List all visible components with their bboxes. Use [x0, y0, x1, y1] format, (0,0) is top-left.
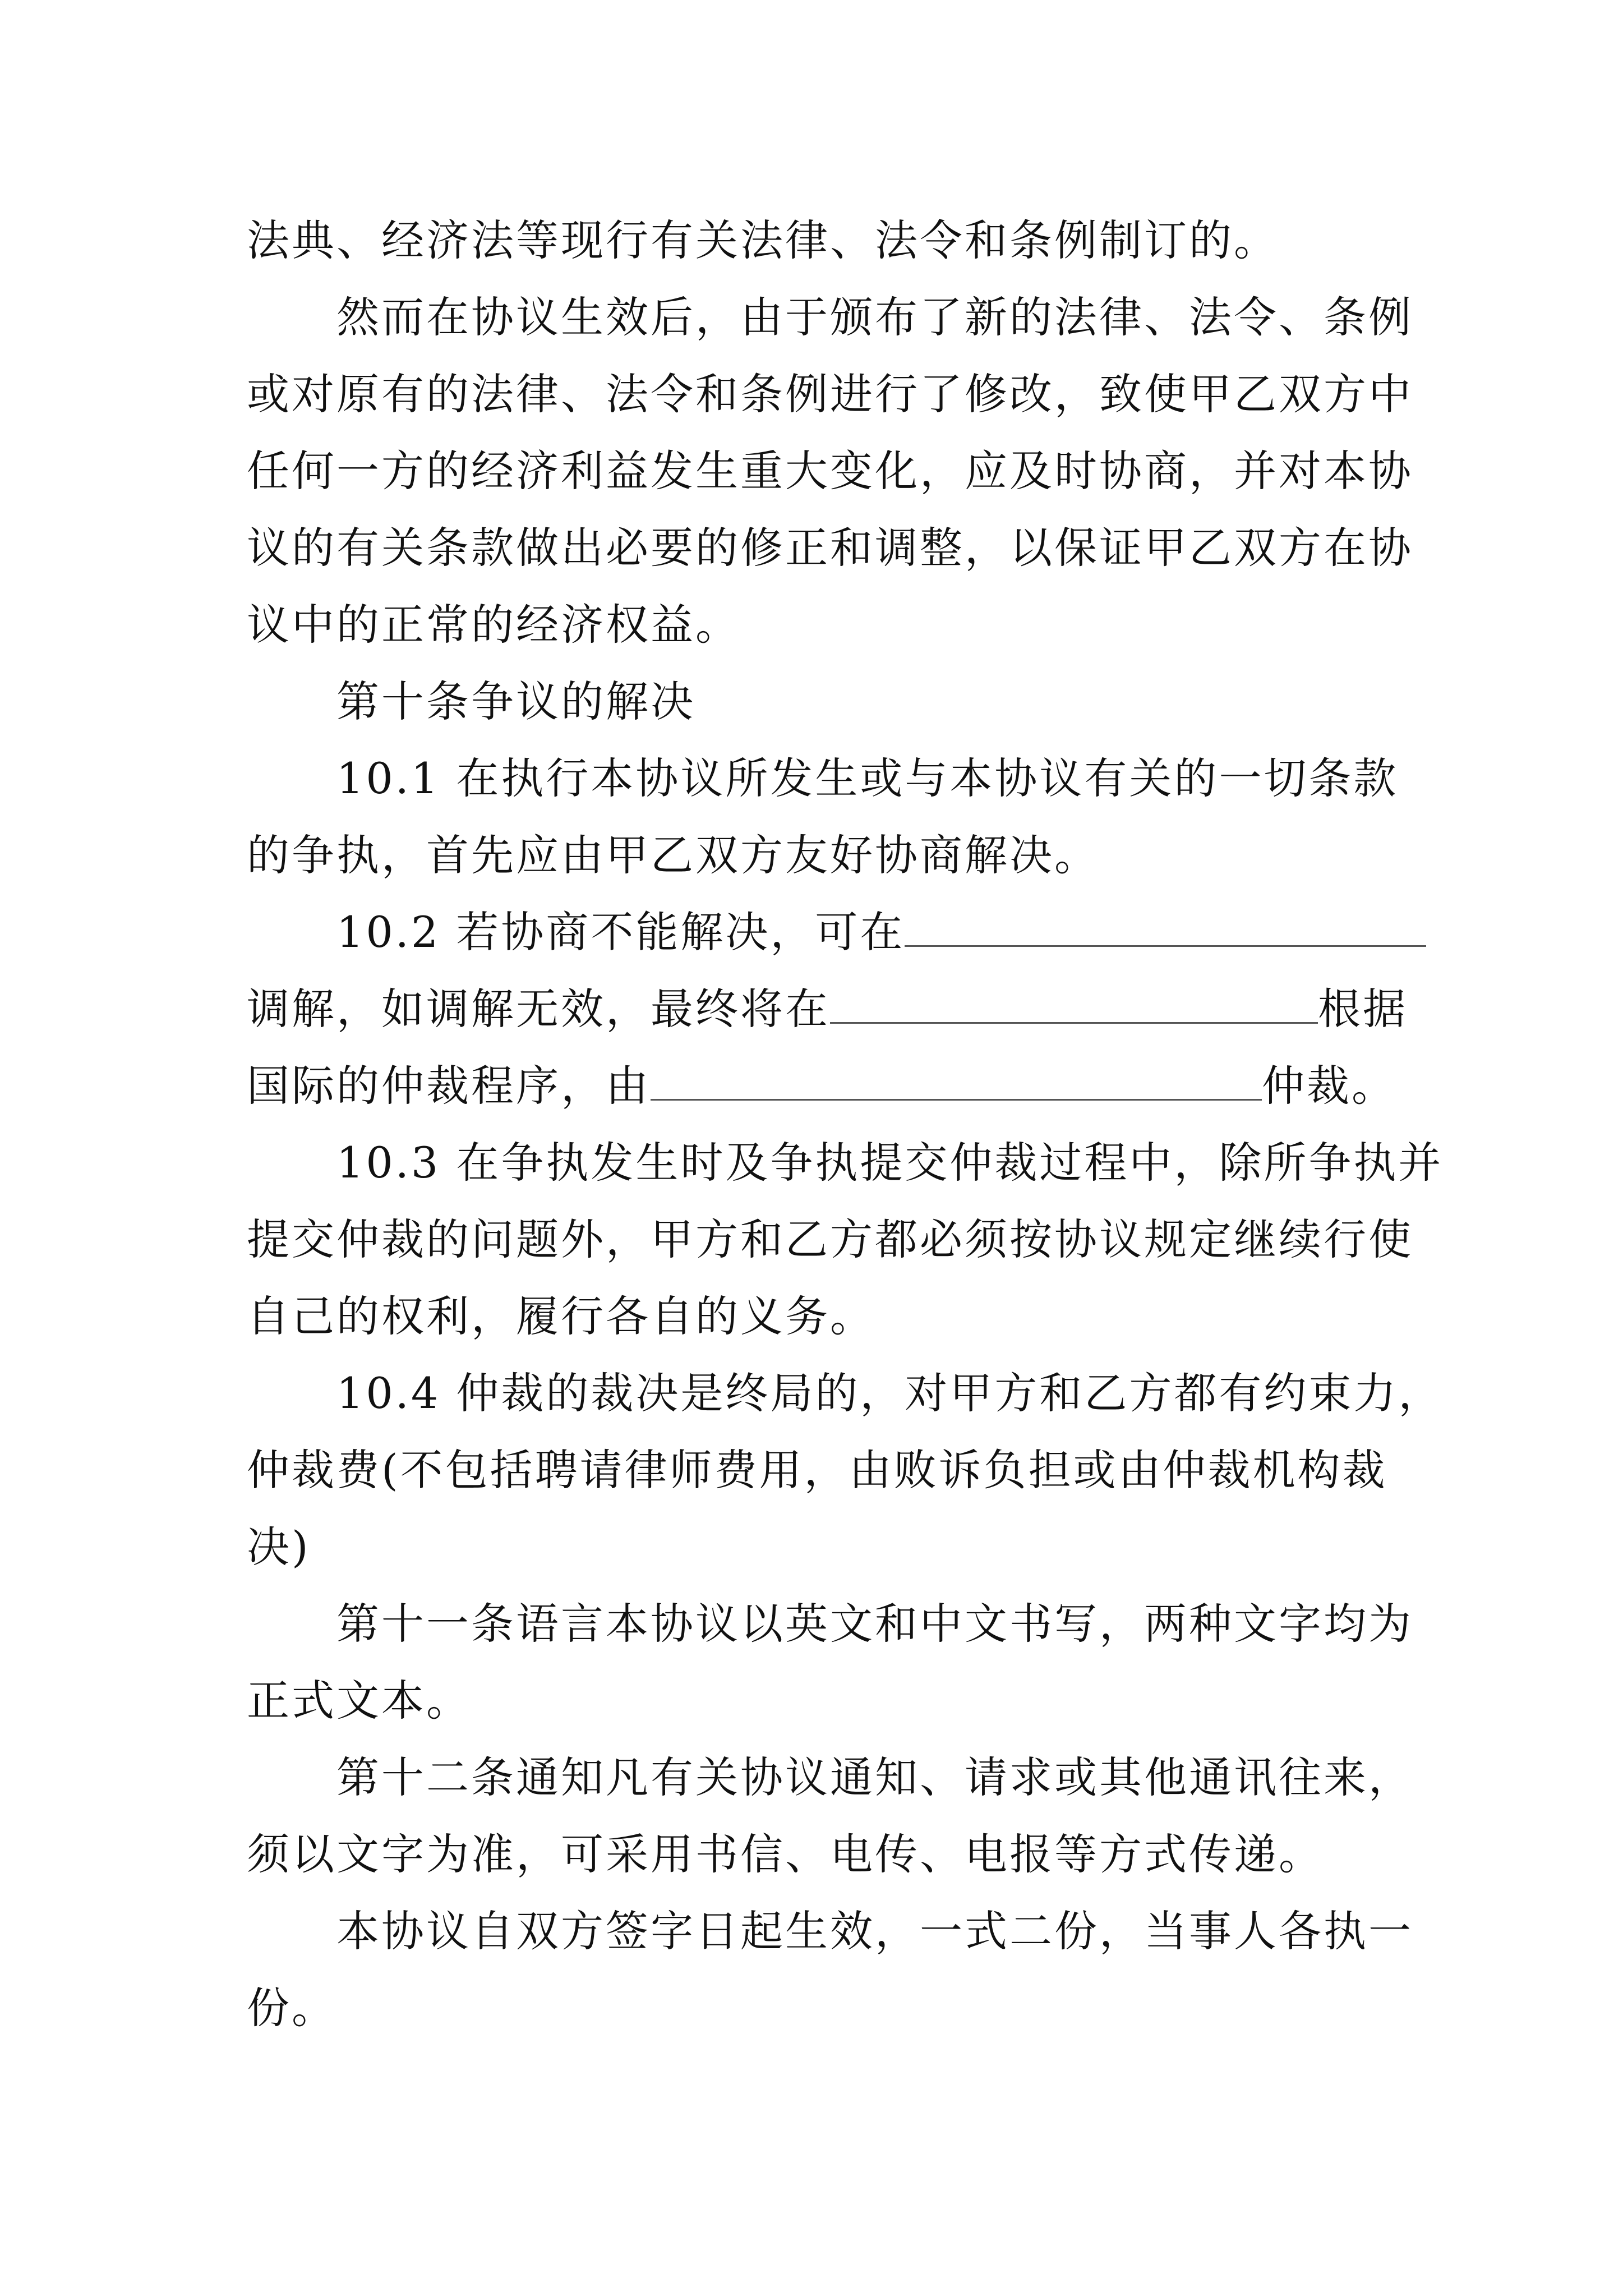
clause-10-1: 10.1 在执行本协议所发生或与本协议有关的一切条款 [336, 753, 1399, 803]
text-line: 自己的权利，履行各自的义务。 [247, 1291, 875, 1341]
text-line: 议的有关条款做出必要的修正和调整，以保证甲乙双方在协 [247, 523, 1413, 573]
article-10-heading: 第十条争议的解决 [336, 677, 695, 726]
clause-10-2-text: 10.2 若协商不能解决，可在 [336, 907, 905, 957]
text-line: 提交仲裁的问题外，甲方和乙方都必须按协议规定继续行使 [247, 1214, 1413, 1264]
clause-10-3: 10.3 在争执发生时及争执提交仲裁过程中，除所争执并 [336, 1138, 1444, 1188]
text-line: 决) [247, 1522, 311, 1572]
document-body [247, 202, 1444, 2046]
arbitration-location-blank[interactable] [830, 983, 1318, 1024]
text-line: 正式文本。 [247, 1676, 471, 1726]
text-line: 议中的正常的经济权益。 [247, 600, 740, 650]
text-line [247, 970, 1408, 1047]
text-line [247, 1047, 1396, 1124]
according-text: 根据 [1318, 984, 1408, 1034]
mediation-text: 调解，如调解无效，最终将在 [247, 984, 830, 1034]
clause-10-4: 10.4 仲裁的裁决是终局的，对甲方和乙方都有约束力， [336, 1368, 1444, 1418]
article-11: 第十一条语言本协议以英文和中文书写，两种文字均为 [336, 1599, 1413, 1649]
paragraph-start: 然而在协议生效后，由于颁布了新的法律、法令、条例 [336, 292, 1413, 342]
text-line: 的争执，首先应由甲乙双方友好协商解决。 [247, 830, 1099, 880]
text-line: 须以文字为准，可采用书信、电传、电报等方式传递。 [247, 1829, 1324, 1879]
text-line: 仲裁费(不包括聘请律师费用，由败诉负担或由仲裁机构裁 [247, 1445, 1387, 1495]
article-12: 第十二条通知凡有关协议通知、请求或其他通讯往来， [336, 1752, 1413, 1802]
text-line: 法典、经济法等现行有关法律、法令和条例制订的。 [247, 215, 1279, 265]
text-line: 或对原有的法律、法令和条例进行了修改，致使甲乙双方中 [247, 369, 1413, 419]
arbitrator-blank[interactable] [651, 1060, 1262, 1101]
arbitration-text: 仲裁。 [1262, 1061, 1396, 1111]
clause-10-2 [247, 894, 1374, 970]
arbitration-procedure-text: 国际的仲裁程序，由 [247, 1061, 651, 1111]
text-line: 份。 [247, 1983, 336, 2033]
effective-clause: 本协议自双方签字日起生效，一式二份，当事人各执一 [336, 1906, 1413, 1956]
mediation-location-blank[interactable] [905, 906, 1426, 947]
text-line: 任何一方的经济利益发生重大变化，应及时协商，并对本协 [247, 446, 1413, 496]
